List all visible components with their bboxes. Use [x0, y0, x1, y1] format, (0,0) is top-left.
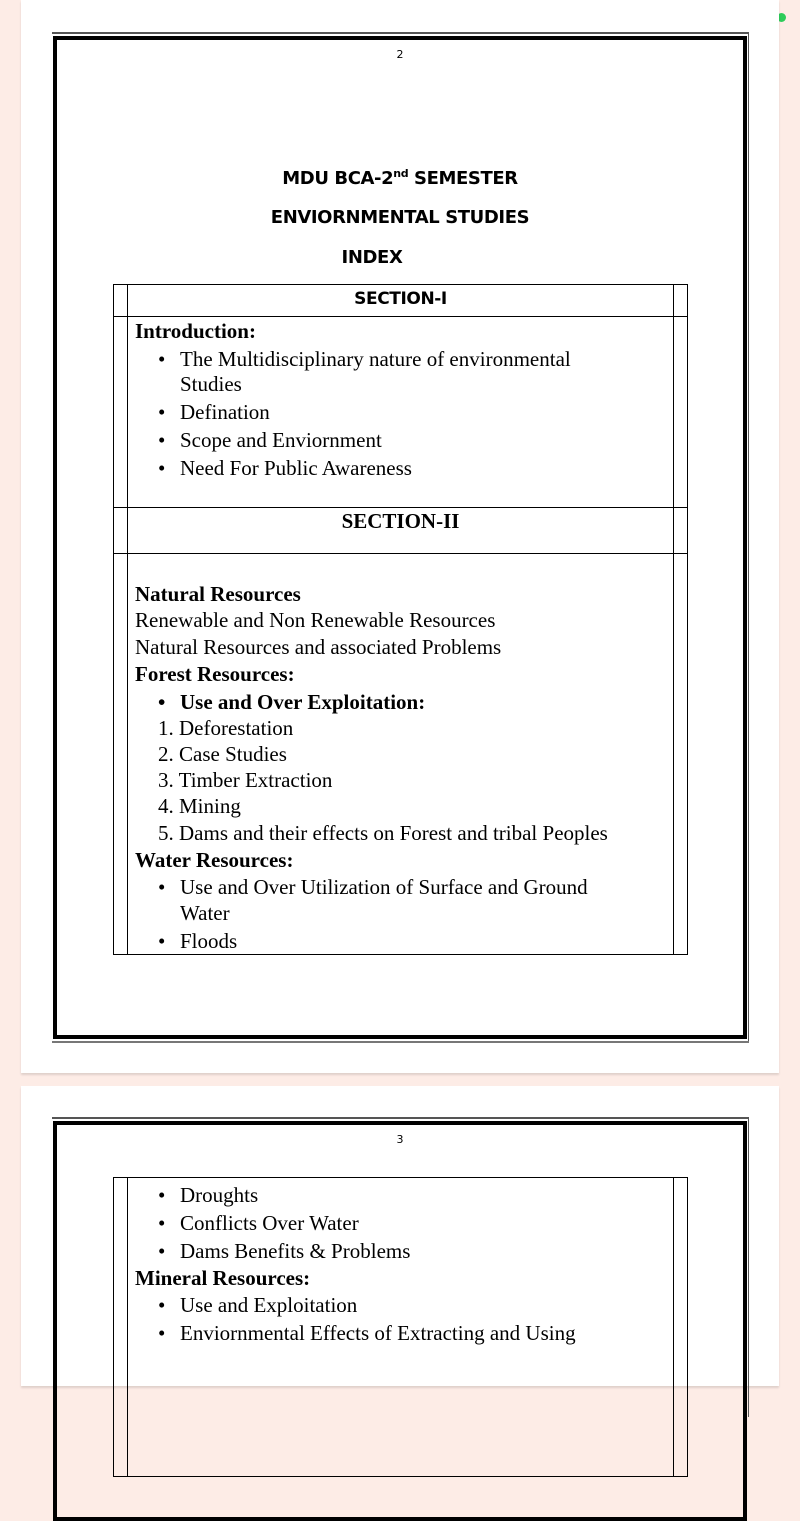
- page-border-thin-top: [52, 32, 749, 34]
- list-item: • Enviornmental Effects of Extracting and Using: [180, 1320, 576, 1346]
- index-table-continued: [113, 1177, 688, 1477]
- natural-resources-heading: Natural Resources: [135, 582, 301, 606]
- doc-title-course: MDU BCA-2nd SEMESTER: [282, 167, 518, 189]
- list-item: • Use and Exploitation: [180, 1292, 357, 1318]
- list-item: • Dams Benefits & Problems: [180, 1238, 410, 1264]
- list-item: • Floods: [180, 928, 237, 954]
- page-number: 3: [396, 1133, 404, 1146]
- doc-title-index: INDEX: [341, 247, 403, 268]
- numbered-item: 2. Case Studies: [158, 742, 287, 766]
- list-item: • Use and Over Exploitation:: [180, 689, 425, 715]
- list-item: • Use and Over Utilization of Surface and Ground: [180, 874, 588, 900]
- table-divider: [127, 285, 128, 954]
- table-divider: [673, 1178, 674, 1476]
- list-item: • Need For Public Awareness: [180, 455, 412, 481]
- list-item: • Droughts: [180, 1182, 258, 1208]
- list-item-continuation: Studies: [180, 372, 242, 396]
- page-border-thin-top: [52, 1117, 749, 1119]
- numbered-item: 5. Dams and their effects on Forest and tribal Peoples: [158, 821, 608, 845]
- list-item: Renewable and Non Renewable Resources: [135, 608, 496, 632]
- page-number: 2: [396, 48, 404, 61]
- row-divider: [114, 553, 687, 554]
- table-divider: [127, 1178, 128, 1476]
- index-table: [113, 284, 688, 955]
- numbered-item: 3. Timber Extraction: [158, 768, 333, 792]
- section-2-heading: SECTION-II: [341, 509, 460, 533]
- numbered-item: 1. Deforestation: [158, 716, 294, 740]
- mineral-resources-heading: Mineral Resources:: [135, 1266, 311, 1290]
- list-item: Natural Resources and associated Problems: [135, 635, 502, 659]
- water-resources-heading: Water Resources:: [135, 848, 294, 872]
- numbered-item: 4. Mining: [158, 794, 241, 818]
- list-item: • Conflicts Over Water: [180, 1210, 359, 1236]
- section-1-topic: Introduction:: [135, 319, 256, 343]
- list-item-continuation: Water: [180, 901, 230, 925]
- page-border-thin-bottom: [52, 1041, 749, 1043]
- table-divider: [673, 285, 674, 954]
- doc-title-subject: ENVIORNMENTAL STUDIES: [270, 207, 530, 228]
- list-item: • Defination: [180, 399, 270, 425]
- section-1-heading: SECTION-I: [354, 289, 447, 309]
- list-item: • The Multidisciplinary nature of environmental: [180, 346, 571, 372]
- page-border-thin-right: [748, 1117, 749, 1417]
- row-divider: [114, 316, 687, 317]
- document-page-3: [21, 1086, 779, 1386]
- document-page-2: [21, 0, 779, 1073]
- forest-resources-heading: Forest Resources:: [135, 662, 295, 686]
- list-item: • Scope and Enviornment: [180, 427, 382, 453]
- row-divider: [114, 507, 687, 508]
